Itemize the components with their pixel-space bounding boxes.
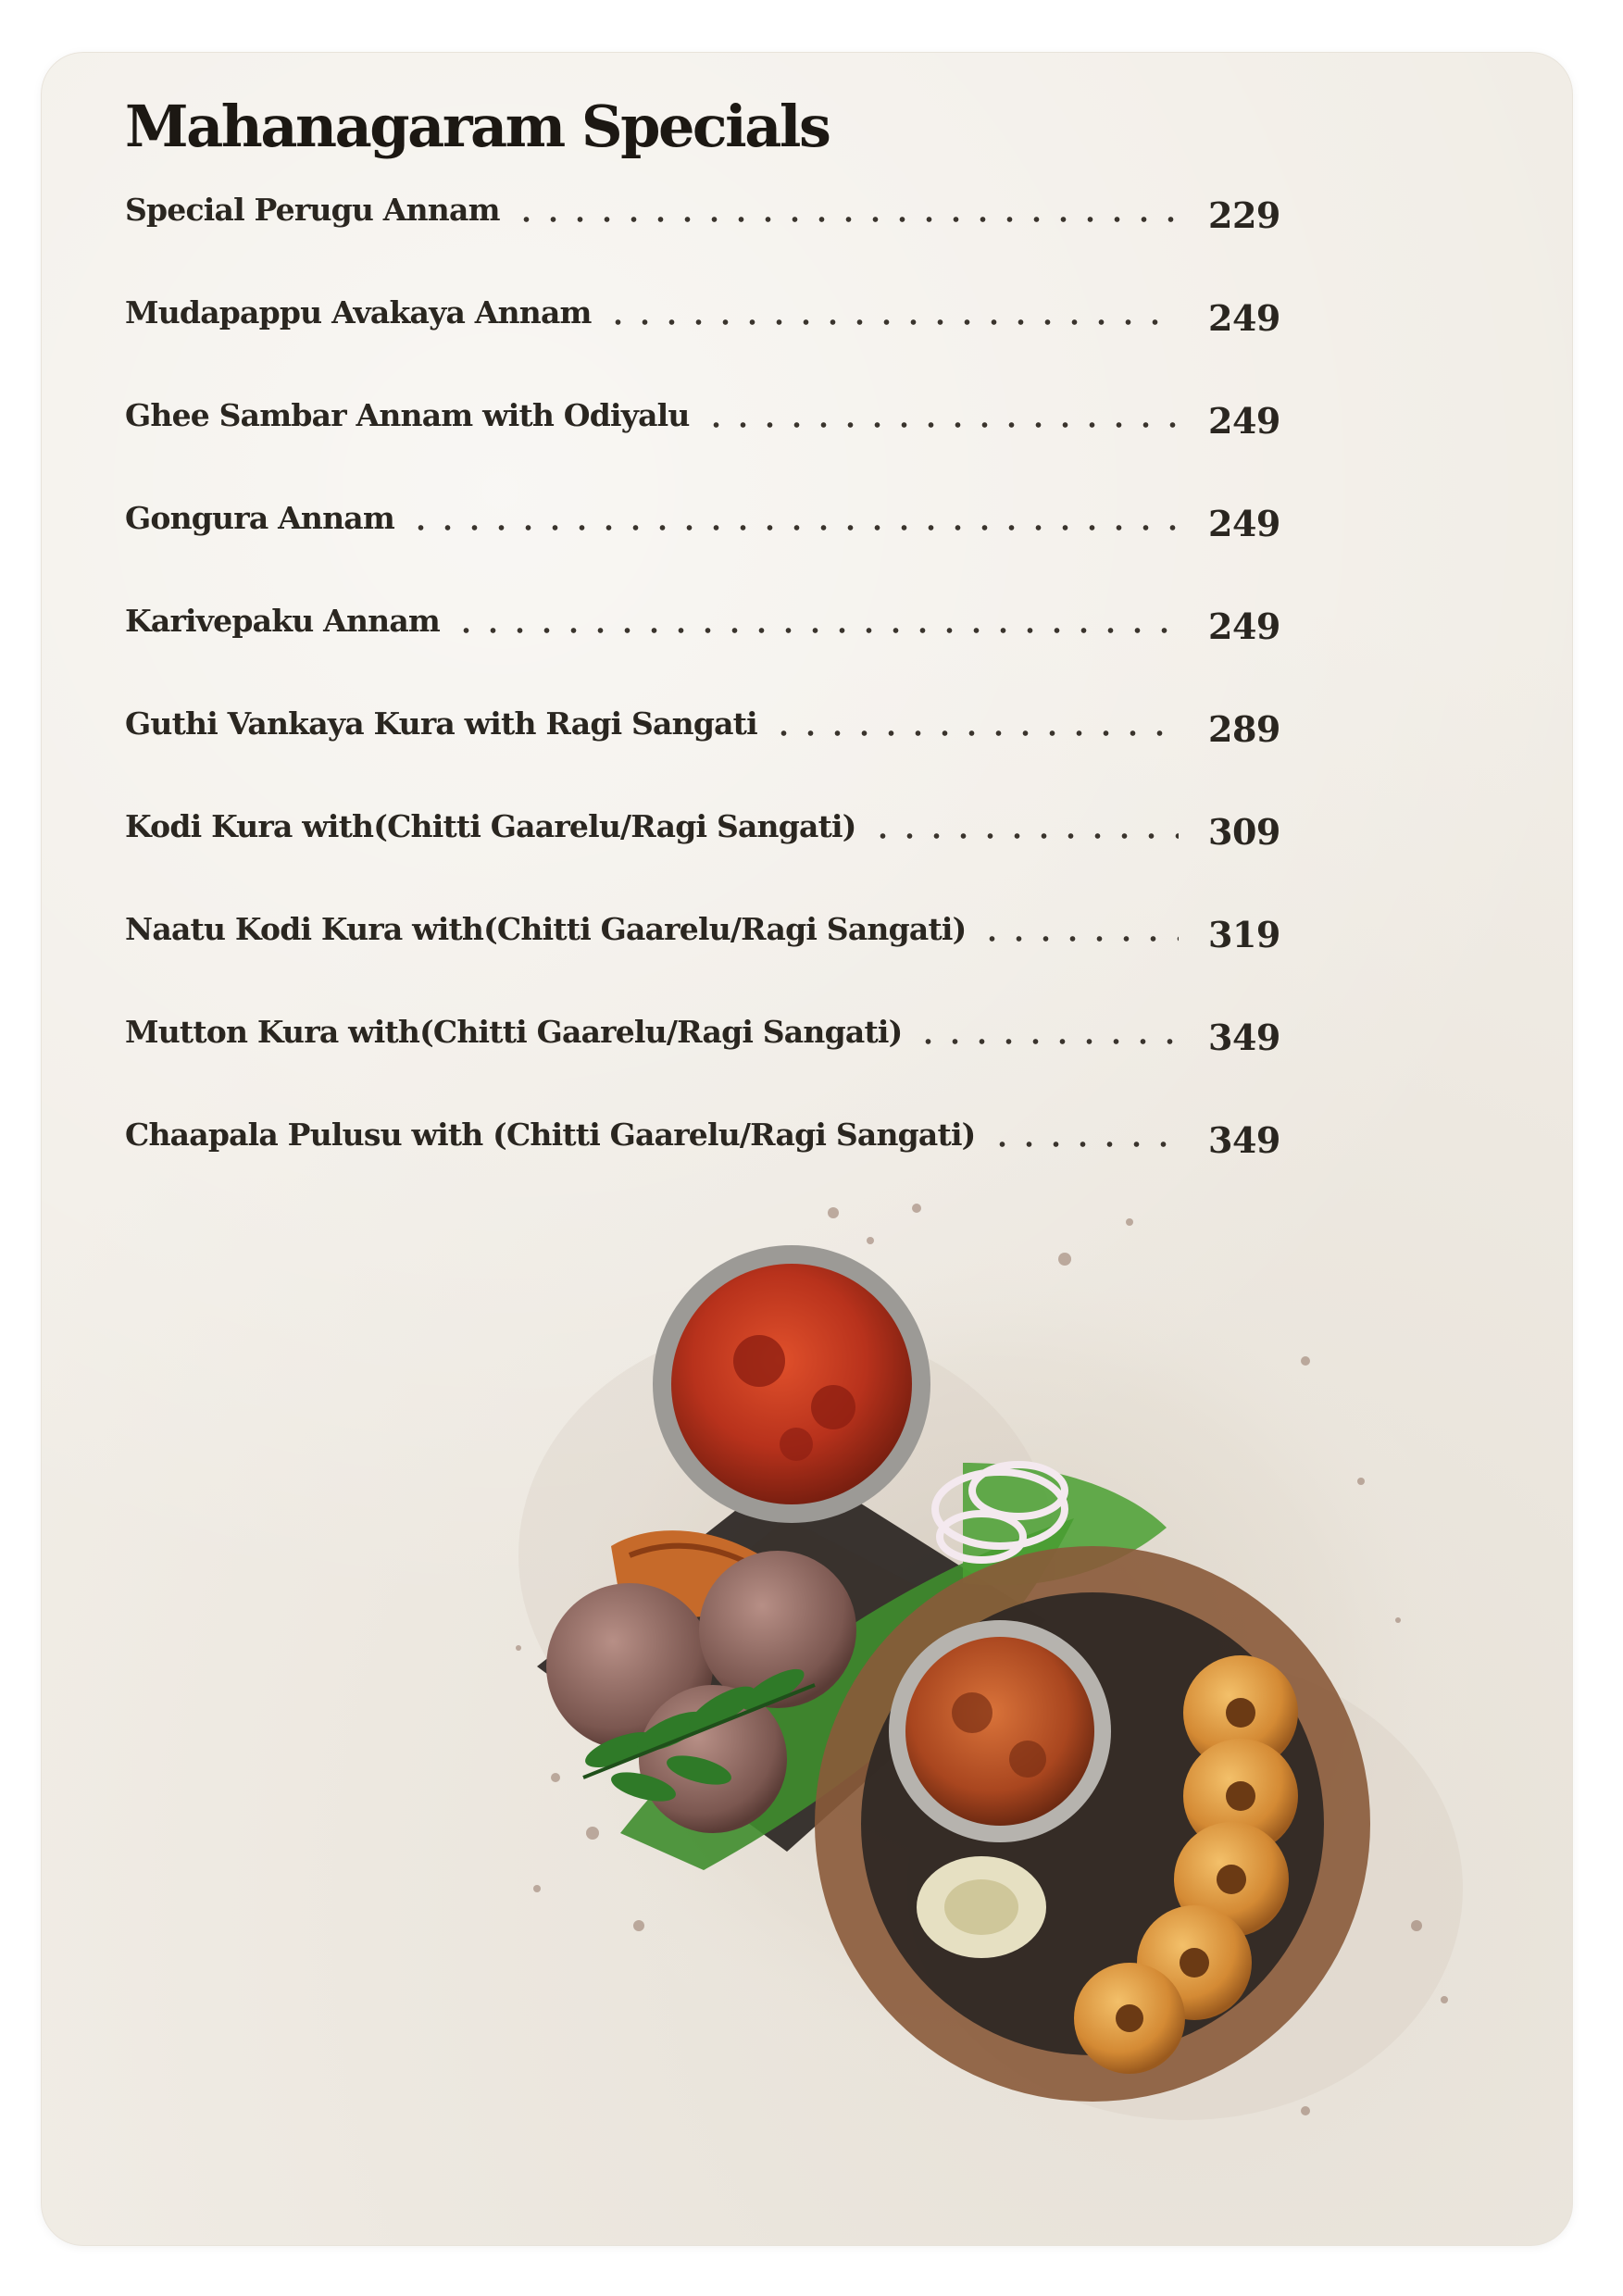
menu-item-name: Chaapala Pulusu with (Chitti Gaarelu/Ragi Sangati) [125, 1117, 976, 1153]
dot-leader [513, 190, 1179, 231]
menu-item-name: Special Perugu Annam [125, 192, 500, 228]
menu-item [125, 704, 1292, 806]
dot-leader [979, 909, 1179, 950]
dot-leader [770, 704, 1179, 744]
menu-item-price: 249 [1208, 605, 1280, 647]
menu-item [125, 190, 1292, 293]
menu-item [125, 601, 1292, 704]
page-title: Mahanagaram Specials [125, 93, 830, 160]
curry-bowl [653, 1245, 930, 1523]
menu-item-name: Karivepaku Annam [125, 603, 441, 639]
menu-item-price: 309 [1208, 811, 1280, 853]
menu-item-name: Gongura Annam [125, 500, 394, 536]
dot-leader [869, 806, 1179, 847]
menu-item [125, 498, 1292, 601]
menu-list [125, 190, 1292, 1217]
menu-item-name: Guthi Vankaya Kura with Ragi Sangati [125, 705, 757, 742]
menu-item-name: Mudapappu Avakaya Annam [125, 294, 592, 331]
menu-item-price: 249 [1208, 503, 1280, 544]
dot-leader [407, 498, 1179, 539]
menu-item [125, 1012, 1292, 1115]
menu-item-name: Ghee Sambar Annam with Odiyalu [125, 397, 690, 433]
menu-item-price: 319 [1208, 914, 1280, 955]
coconut-chutney [917, 1856, 1046, 1958]
menu-item [125, 806, 1292, 909]
menu-item-name: Naatu Kodi Kura with(Chitti Gaarelu/Ragi Sangati) [125, 911, 967, 947]
menu-item-price: 349 [1208, 1119, 1280, 1161]
dot-leader [915, 1012, 1179, 1053]
curry-bowl [889, 1620, 1111, 1842]
menu-item-price: 249 [1208, 297, 1280, 339]
menu-item-name: Mutton Kura with(Chitti Gaarelu/Ragi Sangati) [125, 1014, 903, 1050]
menu-item-name: Kodi Kura with(Chitti Gaarelu/Ragi Sangati) [125, 808, 856, 844]
dot-leader [453, 601, 1179, 642]
menu-item-price: 249 [1208, 400, 1280, 442]
menu-item-price: 229 [1208, 194, 1280, 236]
menu-item [125, 293, 1292, 395]
dot-leader [605, 293, 1179, 333]
menu-item-price: 289 [1208, 708, 1280, 750]
dot-leader [989, 1115, 1180, 1155]
food-illustration [481, 1185, 1481, 2157]
menu-item [125, 395, 1292, 498]
menu-item [125, 909, 1292, 1012]
menu-item-price: 349 [1208, 1017, 1280, 1058]
dot-leader [703, 395, 1179, 436]
